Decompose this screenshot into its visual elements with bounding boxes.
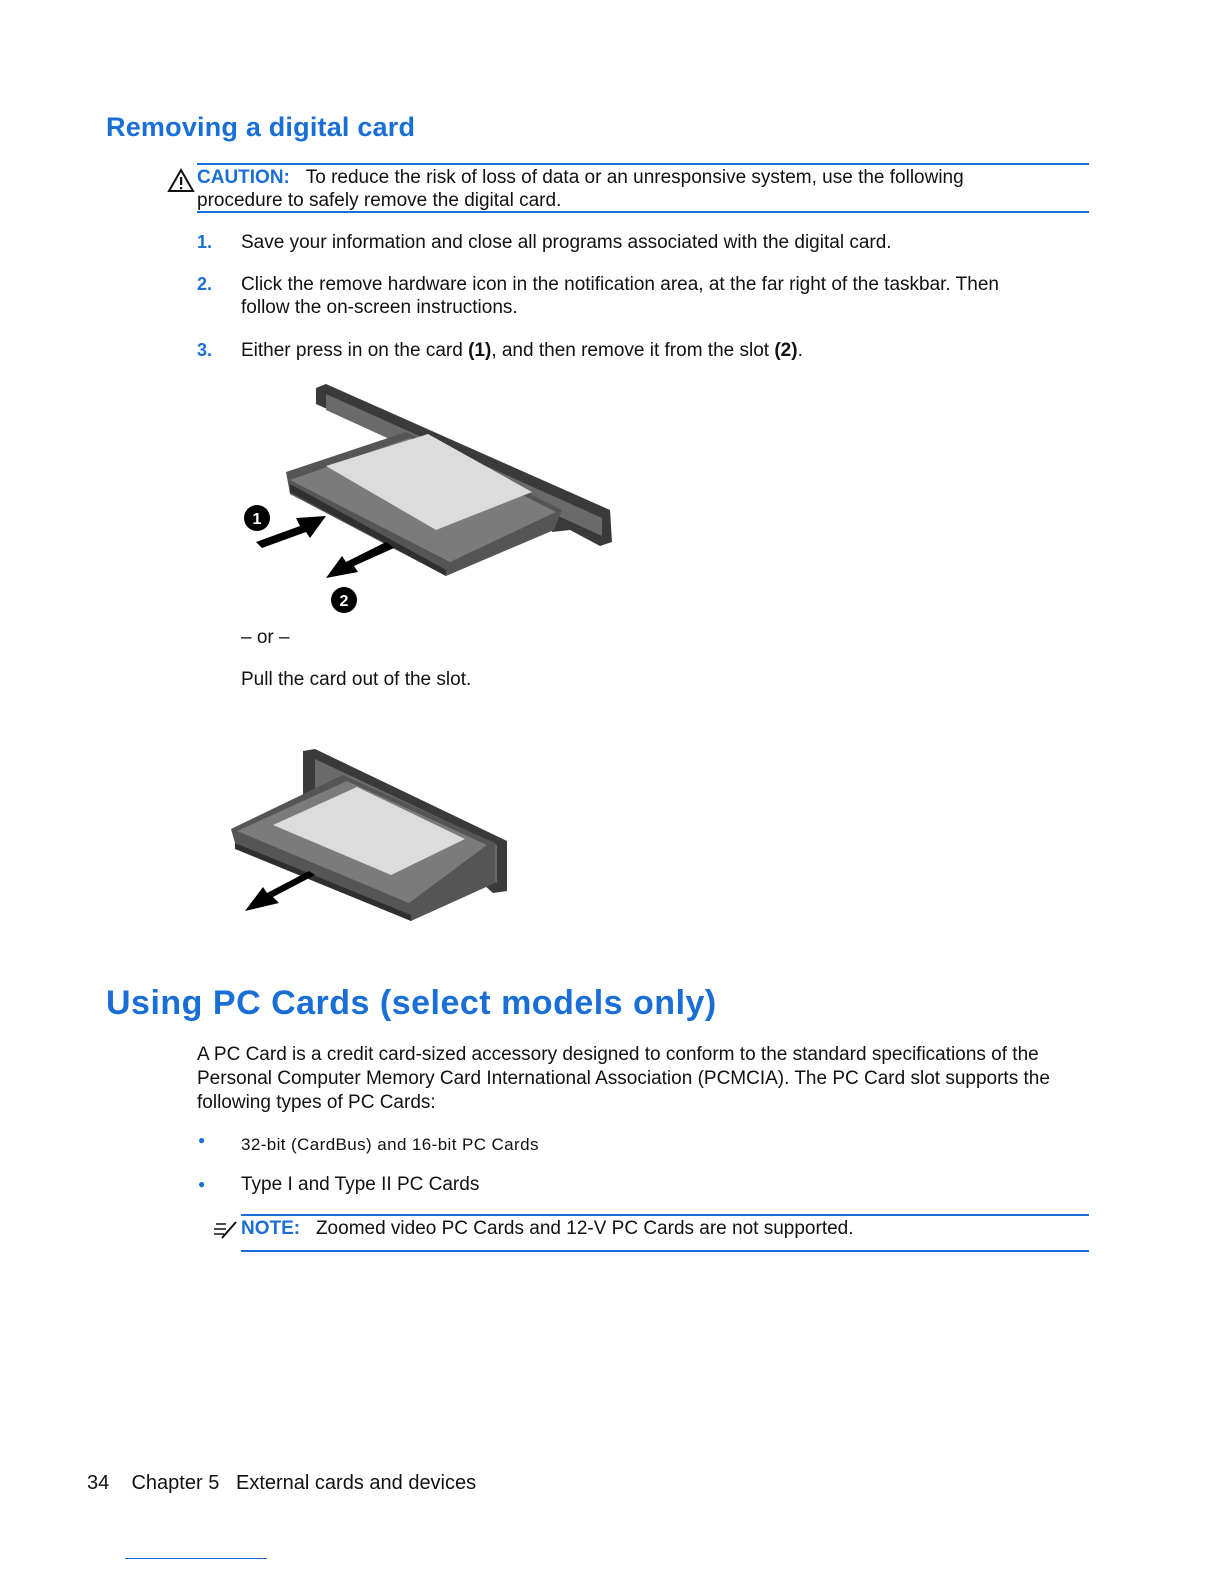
bullet-1-text: 32-bit (CardBus) and 16-bit PC Cards — [241, 1135, 539, 1154]
footer-chapter: Chapter 5 — [131, 1472, 220, 1494]
pull-text: Pull the card out of the slot. — [241, 669, 472, 690]
step-3-mid: , and then remove it from the slot — [491, 340, 775, 361]
caution-text-1: To reduce the risk of loss of data or an unresponsive system, use the following — [305, 167, 964, 188]
note-icon — [212, 1218, 240, 1242]
step-1-number: 1. — [197, 232, 213, 252]
note-text: Zoomed video PC Cards and 12-V PC Cards are not supported. — [315, 1218, 854, 1239]
callout-2-label: 2 — [339, 593, 349, 610]
note-top-rule — [241, 1214, 1089, 1216]
step-3-post: . — [797, 340, 803, 361]
note-line — [241, 1217, 854, 1240]
caution-line-1 — [197, 166, 964, 189]
bullet-2-text: Type I and Type II PC Cards — [241, 1174, 480, 1195]
note-bottom-rule — [241, 1250, 1089, 1252]
step-3-text — [241, 339, 803, 362]
intro-line-1: A PC Card is a credit card-sized accessory designed to conform to the standard specifications of the — [197, 1044, 1039, 1065]
step-2-number: 2. — [197, 274, 213, 294]
caution-line-2: procedure to safely remove the digital card. — [197, 190, 562, 211]
intro-line-2: Personal Computer Memory Card International Association (PCMCIA). The PC Card slot supports the — [197, 1068, 1050, 1089]
section-title: Removing a digital card — [106, 112, 416, 142]
arrow-remove — [326, 542, 394, 578]
caution-icon — [167, 168, 195, 194]
step-3-pre: Either press in on the card — [241, 340, 469, 361]
step-1-text: Save your information and close all programs associated with the digital card. — [241, 232, 892, 253]
caution-top-rule — [197, 163, 1089, 165]
arrow-pull — [245, 871, 315, 911]
page-footer — [87, 1472, 476, 1495]
step-3-ref-1: (1) — [468, 340, 492, 361]
figure-pull-out — [225, 745, 525, 925]
page-number: 34 — [87, 1472, 110, 1494]
step-3-ref-2: (2) — [774, 340, 798, 361]
bullet-1-marker: ● — [198, 1133, 206, 1147]
figure-press-remove — [230, 380, 630, 620]
chapter-title: Using PC Cards (select models only) — [106, 984, 717, 1022]
or-text: – or – — [241, 627, 290, 648]
bullet-2-marker: ● — [198, 1177, 206, 1191]
note-label: NOTE: — [241, 1218, 301, 1239]
caution-bottom-rule — [197, 211, 1089, 213]
step-2-text-2: follow the on-screen instructions. — [241, 297, 518, 318]
callout-1-label: 1 — [252, 511, 262, 528]
caution-label: CAUTION: — [197, 167, 290, 188]
footer-title: External cards and devices — [236, 1472, 477, 1494]
footer-rule — [125, 1558, 267, 1559]
intro-line-3: following types of PC Cards: — [197, 1092, 436, 1113]
step-3-number: 3. — [197, 340, 213, 360]
step-2-text-1: Click the remove hardware icon in the notification area, at the far right of the taskbar. Then — [241, 274, 999, 295]
